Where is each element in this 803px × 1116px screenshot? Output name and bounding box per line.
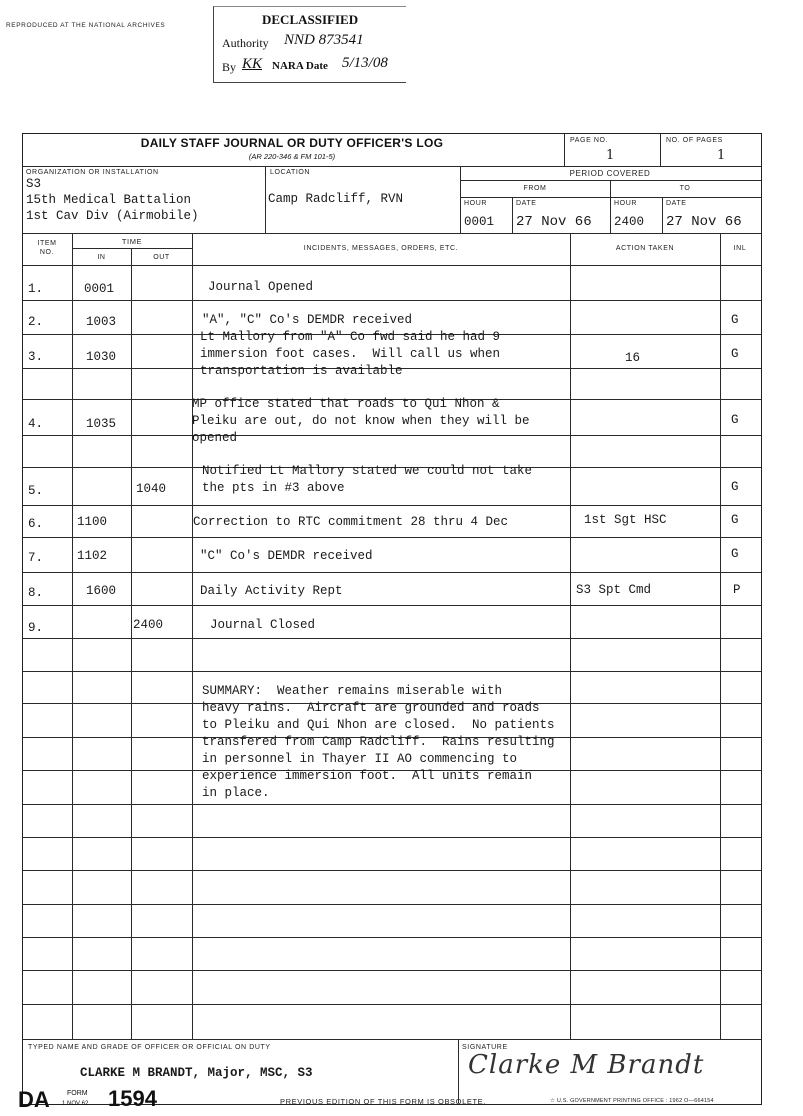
- location-value: Camp Radcliff, RVN: [268, 192, 404, 206]
- entry-no: 1.: [28, 282, 44, 296]
- entry-in: 1100: [77, 515, 108, 529]
- org-line-2: 15th Medical Battalion: [26, 193, 192, 207]
- to-hour-label: HOUR: [614, 200, 638, 207]
- form-label: FORM: [67, 1090, 88, 1097]
- entry-in: 0001: [84, 282, 115, 296]
- stamp-authority-value: NND 873541: [284, 32, 364, 48]
- to-date-label: DATE: [666, 200, 687, 207]
- entry-in: 1600: [86, 584, 117, 598]
- no-pages-label: NO. OF PAGES: [666, 137, 723, 144]
- entry-text: Journal Opened: [208, 280, 314, 294]
- entry-text: Notified Lt Mallory stated we could not take the pts in #3 above: [202, 464, 533, 495]
- entry-inl: G: [731, 313, 739, 327]
- from-date: 27 Nov 66: [516, 214, 592, 230]
- form-number: 1594: [108, 1086, 157, 1111]
- entry-out: 1040: [136, 482, 167, 496]
- entry-inl: P: [733, 583, 741, 597]
- entry-no: 5.: [28, 484, 44, 498]
- stamp-title: DECLASSIFIED: [262, 12, 359, 27]
- page-no: 1: [606, 148, 615, 163]
- incidents-label: INCIDENTS, MESSAGES, ORDERS, ETC.: [303, 245, 459, 252]
- stamp-date-value: 5/13/08: [342, 55, 388, 71]
- entry-in: 1102: [77, 549, 108, 563]
- entry-inl: G: [731, 513, 739, 527]
- entry-text: MP office stated that roads to Qui Nhon & Pleiku are out, do not know when they will be opened: [192, 397, 530, 445]
- action-label: ACTION TAKEN: [615, 245, 675, 252]
- no-label: NO.: [39, 249, 55, 256]
- entry-action: 16: [625, 351, 641, 365]
- org-label: ORGANIZATION OR INSTALLATION: [26, 169, 159, 176]
- entry-no: 7.: [28, 551, 44, 565]
- from-label: FROM: [523, 185, 547, 192]
- time-label: TIME: [121, 237, 143, 246]
- signature: Clarke M Brandt: [468, 1050, 705, 1080]
- entry-no: 3.: [28, 350, 44, 364]
- entry-in: 1003: [86, 315, 117, 329]
- entry-no: 6.: [28, 517, 44, 531]
- entry-inl: G: [731, 547, 739, 561]
- entry-inl: G: [731, 347, 739, 361]
- gpo-note: ☆ U.S. GOVERNMENT PRINTING OFFICE : 1962 O—664154: [550, 1098, 714, 1104]
- entry-in: 1035: [86, 417, 117, 431]
- form-title: DAILY STAFF JOURNAL OR DUTY OFFICER'S LOG: [140, 136, 444, 150]
- entry-no: 9.: [28, 621, 44, 635]
- out-label: OUT: [153, 254, 170, 261]
- item-label: ITEM: [37, 240, 57, 247]
- period-label: PERIOD COVERED: [569, 169, 651, 178]
- entry-in: 1030: [86, 350, 117, 364]
- stamp-authority-label: Authority: [222, 36, 269, 50]
- officer-name: CLARKE M BRANDT, Major, MSC, S3: [80, 1066, 313, 1080]
- page-no-label: PAGE NO.: [570, 137, 609, 144]
- inl-label: INL: [733, 245, 747, 252]
- entry-text: "C" Co's DEMDR received: [200, 549, 373, 563]
- entry-text: Correction to RTC commitment 28 thru 4 Dec: [193, 515, 509, 529]
- entry-text: Daily Activity Rept: [200, 584, 343, 598]
- entry-inl: G: [731, 413, 739, 427]
- entry-out: 2400: [133, 618, 164, 632]
- to-date: 27 Nov 66: [666, 214, 742, 230]
- entry-text: "A", "C" Co's DEMDR received: [202, 313, 413, 327]
- signature-label: SIGNATURE: [462, 1044, 508, 1051]
- in-label: IN: [97, 254, 106, 261]
- from-date-label: DATE: [516, 200, 537, 207]
- form-subtitle: (AR 220-346 & FM 101-5): [248, 152, 336, 161]
- from-hour-label: HOUR: [464, 200, 488, 207]
- declassified-stamp: [213, 6, 406, 83]
- entry-text: Journal Closed: [210, 618, 316, 632]
- reproduced-note: REPRODUCED AT THE NATIONAL ARCHIVES: [6, 22, 166, 29]
- from-hour: 0001: [464, 215, 495, 229]
- form-date: 1 NOV 62: [62, 1101, 89, 1107]
- entry-action: 1st Sgt HSC: [584, 513, 667, 527]
- org-line-3: 1st Cav Div (Airmobile): [26, 209, 199, 223]
- to-label: TO: [679, 185, 691, 192]
- entry-inl: G: [731, 480, 739, 494]
- to-hour: 2400: [614, 215, 645, 229]
- stamp-nara-label: NARA Date: [272, 60, 328, 72]
- location-label: LOCATION: [270, 169, 311, 176]
- officer-label: TYPED NAME AND GRADE OF OFFICER OR OFFICIAL ON DUTY: [28, 1044, 271, 1051]
- form-da: DA: [18, 1087, 50, 1112]
- stamp-by-label: By: [222, 60, 237, 74]
- entry-no: 4.: [28, 417, 44, 431]
- entry-text: Lt Mallory from "A" Co fwd said he had 9 immersion foot cases. Will call us when transportation is available: [200, 330, 501, 378]
- summary-text: SUMMARY: Weather remains miserable with heavy rains. Aircraft are grounded and roads to Pleiku and Qui Nhon are closed. No patients transfered from Camp Radcliff. Rains resulting in personnel in Thayer II AO commencing to experience immersion foot. All units remain in place.: [202, 684, 555, 800]
- entry-action: S3 Spt Cmd: [576, 583, 652, 597]
- previous-edition-note: PREVIOUS EDITION OF THIS FORM IS OBSOLETE.: [280, 1097, 486, 1106]
- entry-no: 2.: [28, 315, 44, 329]
- org-line-1: S3: [26, 177, 42, 191]
- stamp-by-value: KK: [242, 56, 263, 72]
- entry-no: 8.: [28, 586, 44, 600]
- no-pages: 1: [717, 148, 726, 163]
